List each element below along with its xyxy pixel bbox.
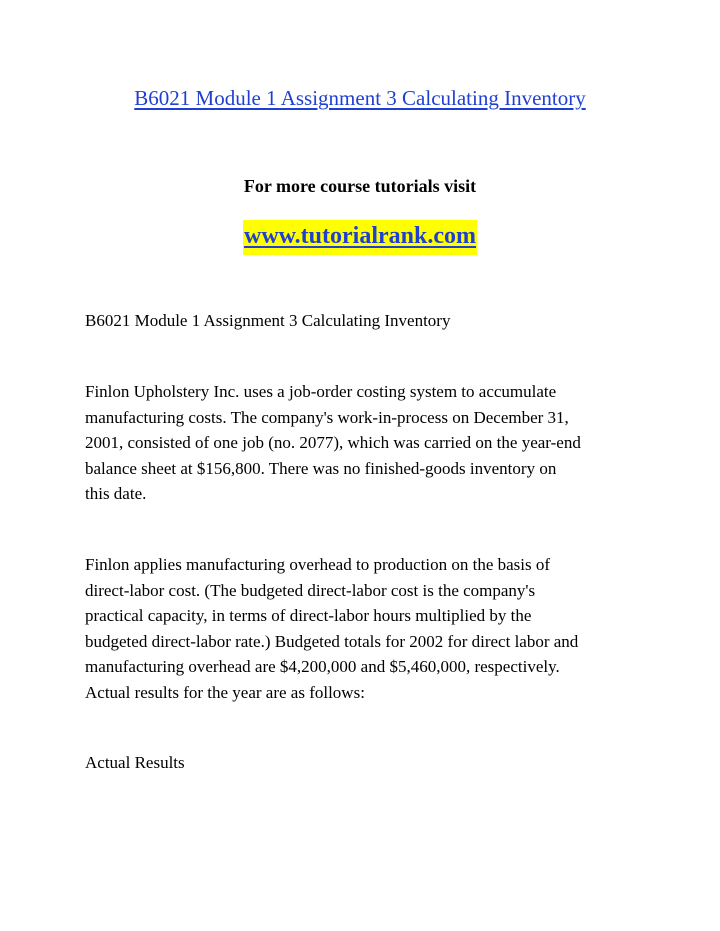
paragraph-line: this date. xyxy=(85,484,147,503)
paragraph-line: Actual results for the year are as follows: xyxy=(85,682,365,702)
paragraph-line: Finlon Upholstery Inc. uses a job-order costing system to accumulate xyxy=(85,382,557,401)
section-heading-actual-results: Actual Results xyxy=(85,753,185,772)
paragraph-line: manufacturing costs. The company's work-in-process on December 31, xyxy=(85,407,569,427)
paragraph-line: manufacturing overhead are $4,200,000 and $5,460,000, respectively. xyxy=(85,657,560,676)
paragraph-line: practical capacity, in terms of direct-labor hours multiplied by the xyxy=(85,606,532,625)
visit-text: For more course tutorials visit xyxy=(243,176,477,196)
title-link[interactable]: B6021 Module 1 Assignment 3 Calculating Inventory xyxy=(134,86,586,110)
paragraph-line: direct-labor cost. (The budgeted direct-labor cost is the company's xyxy=(85,580,536,600)
paragraph-line: balance sheet at $156,800. There was no finished-goods inventory on xyxy=(85,458,557,478)
paragraph-1 xyxy=(85,379,645,507)
document-subtitle: B6021 Module 1 Assignment 3 Calculating Inventory xyxy=(85,311,451,330)
paragraph-2 xyxy=(85,552,645,705)
tutorial-site-link[interactable]: www.tutorialrank.com xyxy=(243,220,477,255)
site-link-container xyxy=(0,220,720,255)
paragraph-line: Finlon applies manufacturing overhead to production on the basis of xyxy=(85,555,551,574)
paragraph-line: budgeted direct-labor rate.) Budgeted totals for 2002 for direct labor and xyxy=(85,631,579,651)
paragraph-line: 2001, consisted of one job (no. 2077), which was carried on the year-end xyxy=(85,433,581,452)
